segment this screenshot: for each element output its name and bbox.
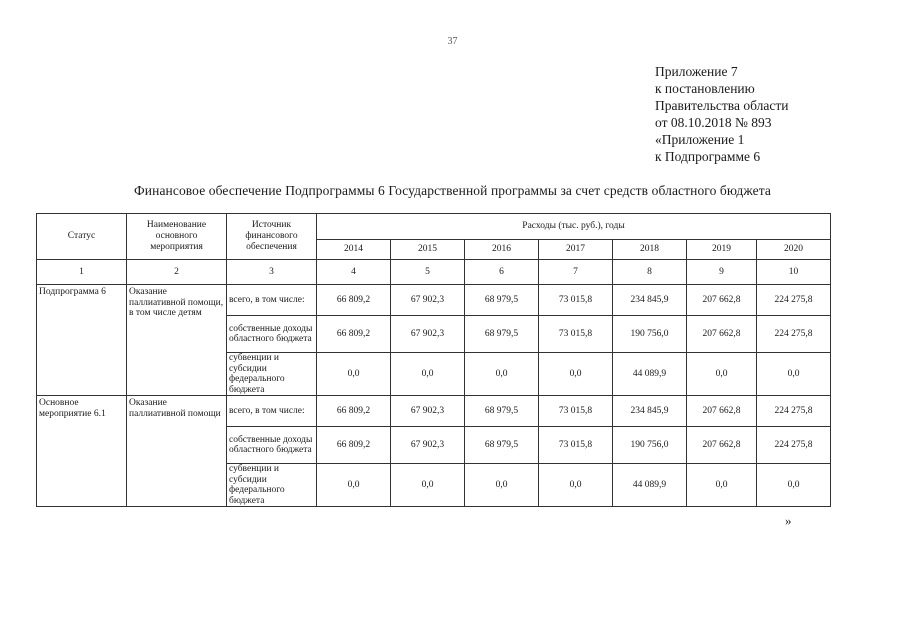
- column-number: 2: [127, 260, 227, 285]
- expense-value-cell: 207 662,8: [687, 285, 757, 316]
- column-number: 9: [687, 260, 757, 285]
- expense-value-cell: 0,0: [465, 353, 539, 396]
- closing-quote: »: [785, 513, 792, 528]
- funding-source-cell: всего, в том числе:: [227, 285, 317, 316]
- expense-value-cell: 0,0: [539, 353, 613, 396]
- expense-value-cell: 0,0: [757, 353, 831, 396]
- column-number: 8: [613, 260, 687, 285]
- appendix-line: к постановлению: [655, 81, 755, 96]
- expense-value-cell: 68 979,5: [465, 427, 539, 464]
- expense-value-cell: 44 089,9: [613, 464, 687, 507]
- expense-value-cell: 73 015,8: [539, 427, 613, 464]
- expense-value-cell: 67 902,3: [391, 427, 465, 464]
- financing-table: [36, 213, 831, 507]
- expense-value-cell: 0,0: [539, 464, 613, 507]
- page-number: 37: [447, 36, 458, 47]
- header-year: 2014: [317, 240, 391, 260]
- expense-value-cell: 224 275,8: [757, 396, 831, 427]
- column-number: 1: [37, 260, 127, 285]
- header-year: 2020: [757, 240, 831, 260]
- funding-source-cell: собственные доходы областного бюджета: [227, 316, 317, 353]
- expense-value-cell: 224 275,8: [757, 316, 831, 353]
- expense-value-cell: 207 662,8: [687, 316, 757, 353]
- appendix-line: «Приложение 1: [655, 132, 745, 147]
- status-cell: Основное мероприятие 6.1: [37, 396, 127, 507]
- header-source: Источник финансового обеспечения: [227, 214, 317, 260]
- activity-name-cell: Оказание паллиативной помощи, в том числе детям: [127, 285, 227, 396]
- header-year: 2019: [687, 240, 757, 260]
- appendix-line: Приложение 7: [655, 64, 738, 79]
- column-number: 4: [317, 260, 391, 285]
- header-year: 2016: [465, 240, 539, 260]
- expense-value-cell: 68 979,5: [465, 316, 539, 353]
- expense-value-cell: 68 979,5: [465, 285, 539, 316]
- expense-value-cell: 0,0: [391, 353, 465, 396]
- expense-value-cell: 66 809,2: [317, 316, 391, 353]
- expense-value-cell: 0,0: [317, 353, 391, 396]
- expense-value-cell: 68 979,5: [465, 396, 539, 427]
- funding-source-cell: всего, в том числе:: [227, 396, 317, 427]
- column-number: 6: [465, 260, 539, 285]
- table-row: [37, 396, 831, 427]
- expense-value-cell: 67 902,3: [391, 396, 465, 427]
- expense-value-cell: 73 015,8: [539, 396, 613, 427]
- expense-value-cell: 67 902,3: [391, 285, 465, 316]
- expense-value-cell: 190 756,0: [613, 427, 687, 464]
- header-status: Статус: [37, 214, 127, 260]
- appendix-line: от 08.10.2018 № 893: [655, 115, 772, 130]
- expense-value-cell: 234 845,9: [613, 396, 687, 427]
- expense-value-cell: 66 809,2: [317, 285, 391, 316]
- header-name: Наименование основного мероприятия: [127, 214, 227, 260]
- expense-value-cell: 73 015,8: [539, 316, 613, 353]
- funding-source-cell: субвенции и субсидии федерального бюджета: [227, 464, 317, 507]
- expense-value-cell: 207 662,8: [687, 427, 757, 464]
- expense-value-cell: 207 662,8: [687, 396, 757, 427]
- status-cell: Подпрограмма 6: [37, 285, 127, 396]
- expense-value-cell: 0,0: [687, 464, 757, 507]
- expense-value-cell: 73 015,8: [539, 285, 613, 316]
- funding-source-cell: собственные доходы областного бюджета: [227, 427, 317, 464]
- document-title: Финансовое обеспечение Подпрограммы 6 Государственной программы за счет средств областного бюджета: [134, 183, 771, 198]
- appendix-line: к Подпрограмме 6: [655, 149, 761, 164]
- expense-value-cell: 0,0: [391, 464, 465, 507]
- expense-value-cell: 66 809,2: [317, 396, 391, 427]
- activity-name-cell: Оказание паллиативной помощи: [127, 396, 227, 507]
- table-row: [37, 285, 831, 316]
- column-number: 7: [539, 260, 613, 285]
- header-year: 2015: [391, 240, 465, 260]
- expense-value-cell: 0,0: [687, 353, 757, 396]
- expense-value-cell: 190 756,0: [613, 316, 687, 353]
- expense-value-cell: 44 089,9: [613, 353, 687, 396]
- column-number: 3: [227, 260, 317, 285]
- expense-value-cell: 224 275,8: [757, 427, 831, 464]
- expense-value-cell: 66 809,2: [317, 427, 391, 464]
- expense-value-cell: 0,0: [757, 464, 831, 507]
- column-number: 10: [757, 260, 831, 285]
- header-year: 2017: [539, 240, 613, 260]
- expense-value-cell: 67 902,3: [391, 316, 465, 353]
- expense-value-cell: 224 275,8: [757, 285, 831, 316]
- expense-value-cell: 0,0: [317, 464, 391, 507]
- expense-value-cell: 0,0: [465, 464, 539, 507]
- header-expenses: Расходы (тыс. руб.), годы: [317, 214, 831, 240]
- header-year: 2018: [613, 240, 687, 260]
- column-number: 5: [391, 260, 465, 285]
- appendix-line: Правительства области: [655, 98, 789, 113]
- expense-value-cell: 234 845,9: [613, 285, 687, 316]
- appendix-header: [655, 63, 788, 165]
- funding-source-cell: субвенции и субсидии федерального бюджета: [227, 353, 317, 396]
